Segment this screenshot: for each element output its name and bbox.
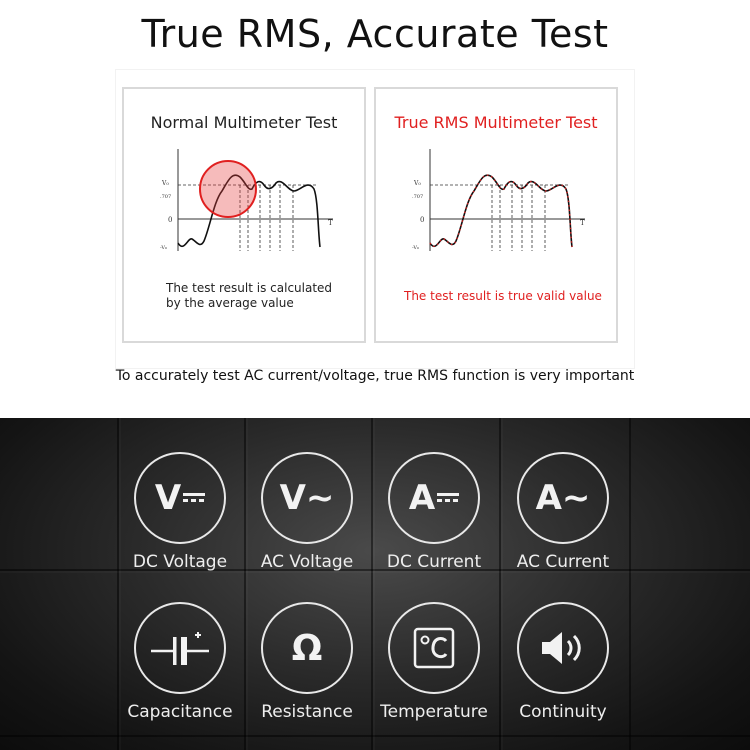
panel-title-normal: Normal Multimeter Test: [150, 113, 338, 132]
functions-section: [0, 418, 750, 750]
svg-text:0: 0: [420, 216, 425, 224]
normal-multimeter-panel: [122, 87, 366, 343]
panel-note-normal: [166, 281, 332, 311]
true-rms-panel: [374, 87, 618, 343]
feature-label: Resistance: [261, 702, 353, 722]
svg-text:.707: .707: [160, 194, 172, 200]
svg-text:V₀: V₀: [162, 180, 169, 187]
feature-label: AC Current: [516, 552, 610, 572]
feature-resistance: [244, 602, 370, 722]
feature-continuity: [500, 602, 626, 722]
feature-ac-voltage: [244, 452, 370, 572]
ac-voltage-icon: V~: [261, 452, 353, 544]
dc-current-icon: A: [388, 452, 480, 544]
resistance-icon: Ω: [261, 602, 353, 694]
feature-ac-current: [500, 452, 626, 572]
panel-title-true-rms: True RMS Multimeter Test: [394, 113, 598, 132]
feature-capacitance: [117, 602, 243, 722]
dc-voltage-icon: V: [134, 452, 226, 544]
svg-text:V₀: V₀: [414, 180, 421, 187]
feature-label: Continuity: [519, 702, 607, 722]
feature-label: Temperature: [380, 702, 488, 722]
continuity-icon: [517, 602, 609, 694]
feature-label: DC Voltage: [132, 552, 228, 572]
svg-text:0: 0: [168, 216, 173, 224]
feature-temperature: [371, 602, 497, 722]
svg-text:.707: .707: [412, 194, 424, 200]
feature-label: Capacitance: [127, 702, 233, 722]
feature-dc-voltage: [117, 452, 243, 572]
svg-text:-V₀: -V₀: [160, 245, 167, 251]
panel-note-normal-line1: The test result is calculated: [166, 281, 333, 295]
svg-text:T: T: [328, 219, 333, 227]
comparison-area: [116, 70, 634, 368]
capacitance-icon: [134, 602, 226, 694]
ac-current-icon: A~: [517, 452, 609, 544]
page-title: True RMS, Accurate Test: [141, 12, 609, 56]
feature-label: DC Current: [386, 552, 482, 572]
svg-text:-V₀: -V₀: [412, 245, 419, 251]
feature-label: AC Voltage: [260, 552, 354, 572]
waveform-normal-graph: [148, 141, 348, 251]
svg-text:T: T: [580, 219, 585, 227]
panel-note-true-rms: The test result is true valid value: [404, 289, 602, 303]
subtitle: To accurately test AC current/voltage, true RMS function is very important: [115, 368, 635, 384]
panel-note-normal-line2: by the average value: [166, 296, 294, 310]
temperature-icon: [388, 602, 480, 694]
waveform-true-rms-graph: [400, 141, 600, 251]
feature-dc-current: [371, 452, 497, 572]
